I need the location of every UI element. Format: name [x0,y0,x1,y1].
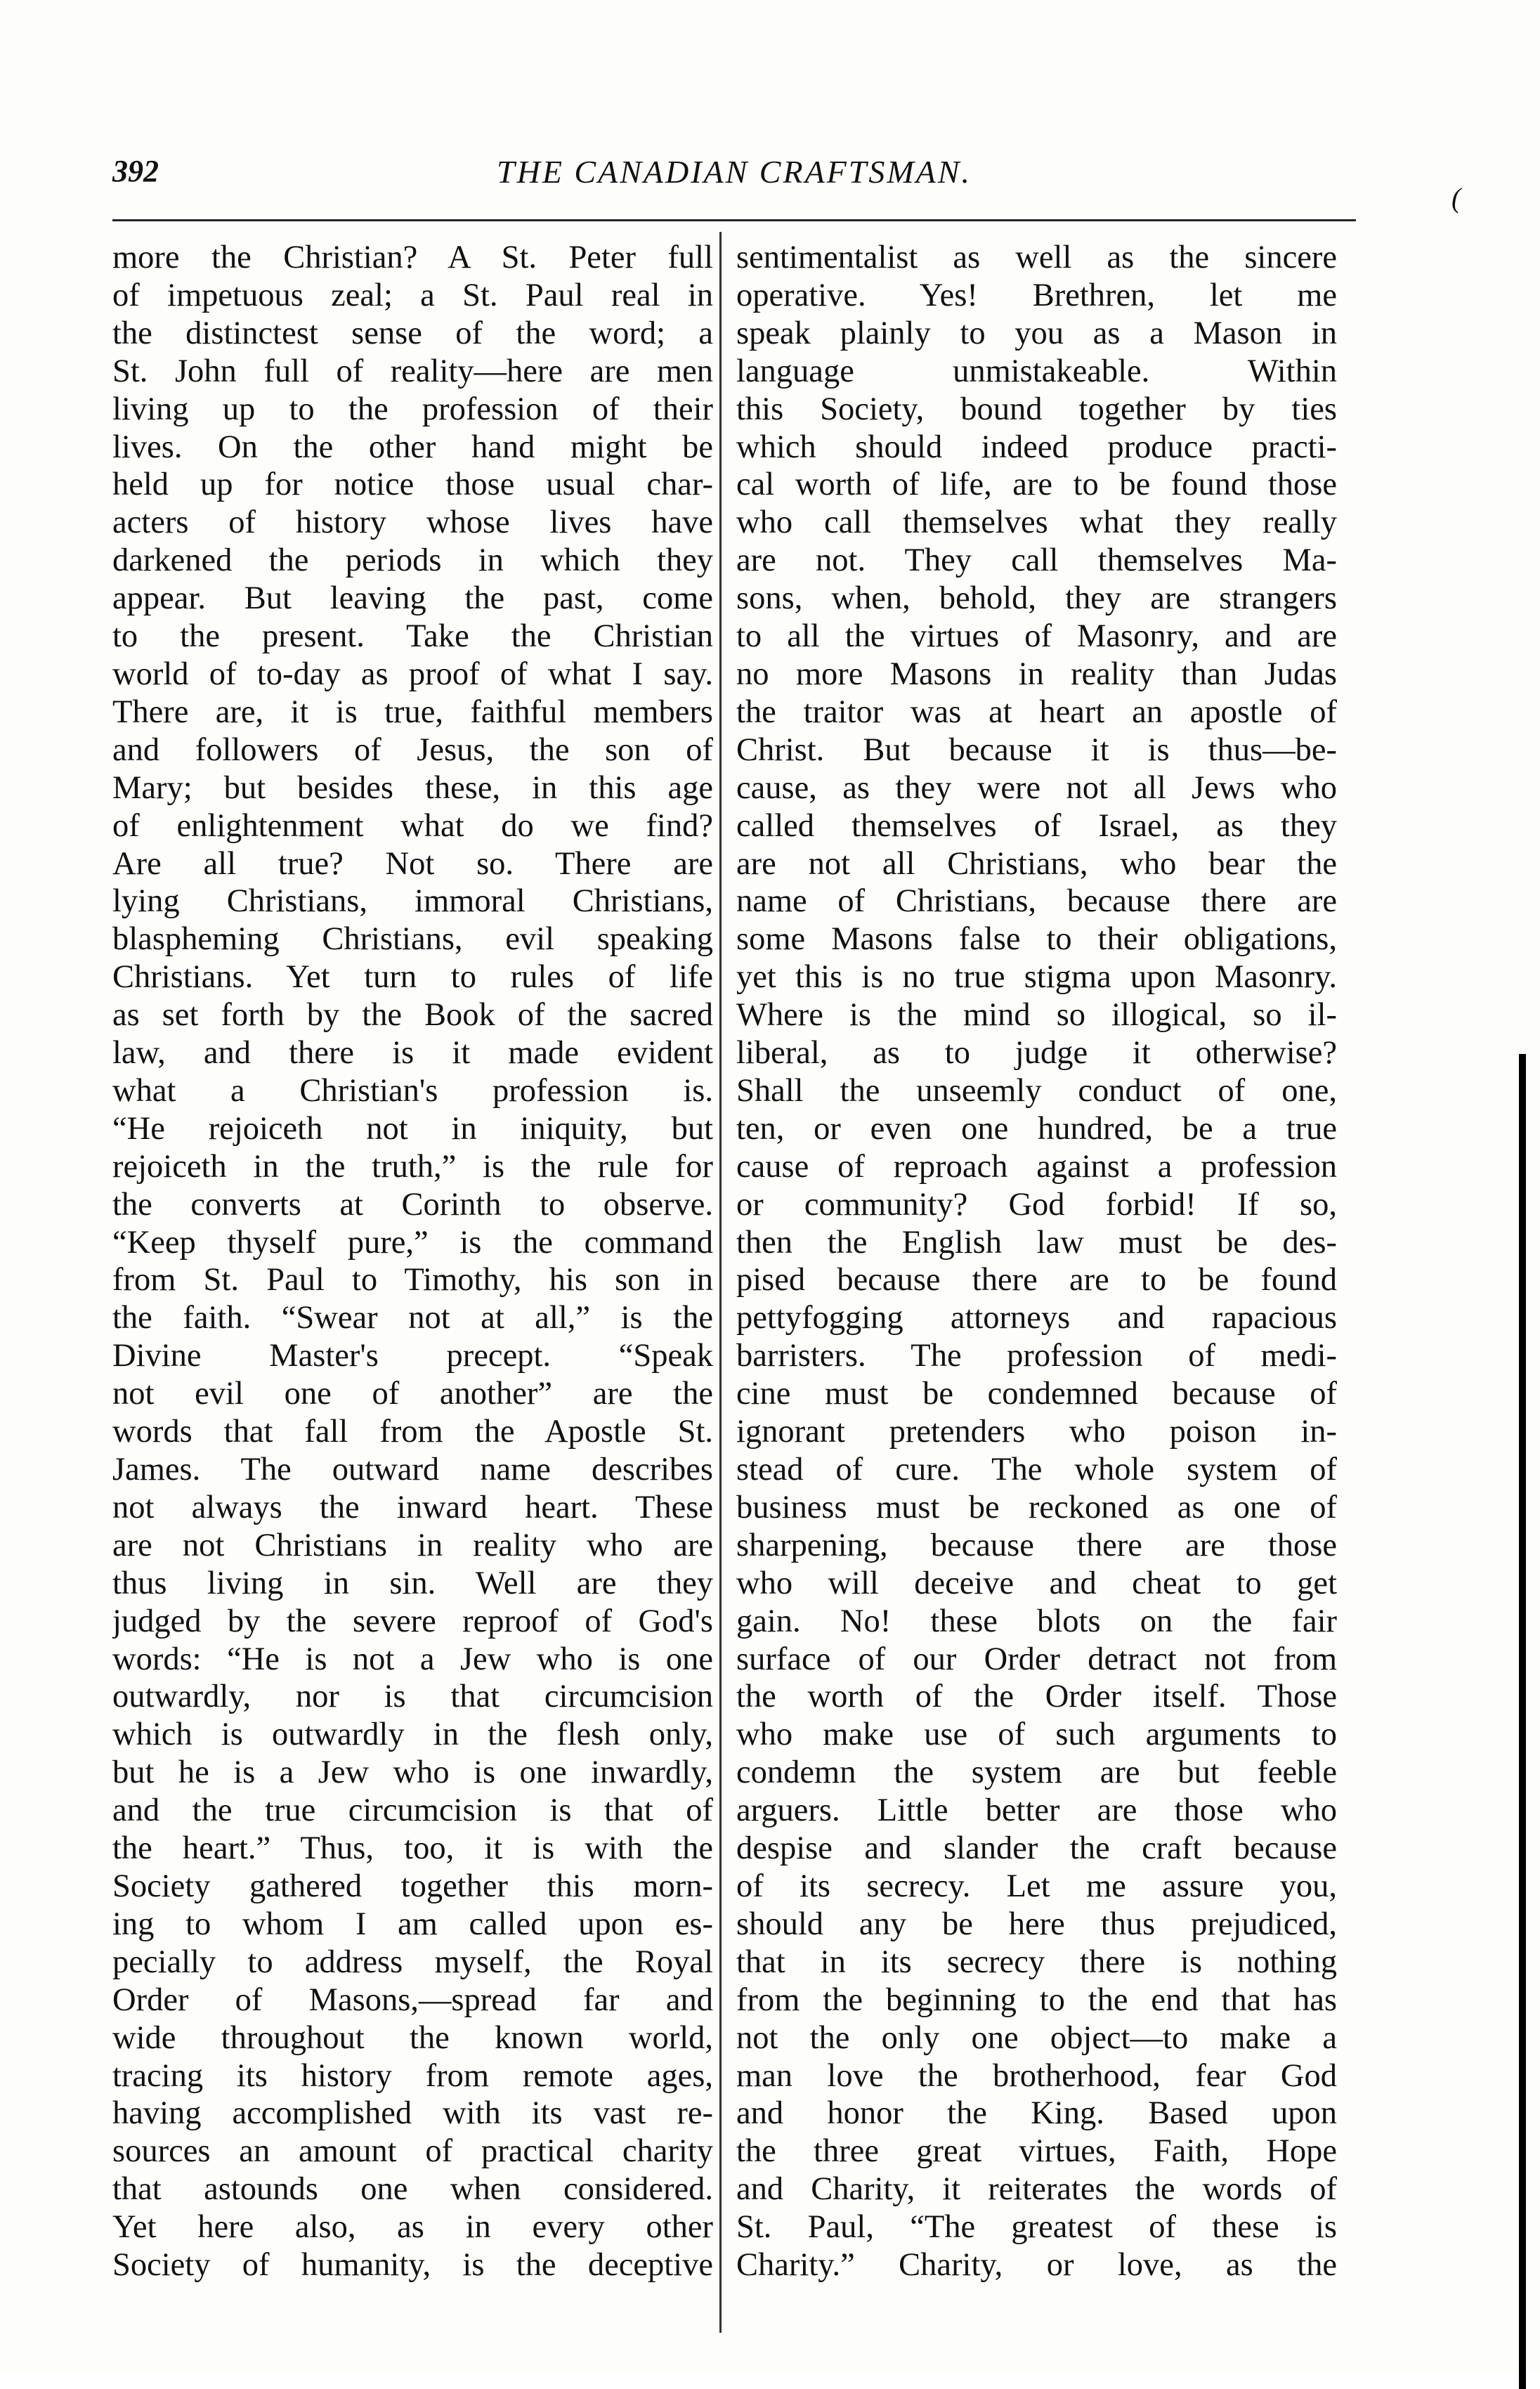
text-line: language unmistakeable. Within [736,353,1337,389]
text-line: pecially to address myself, the Royal [112,1944,713,1980]
text-line: to the present. Take the Christian [112,618,713,655]
text-line: Order of Masons,—spread far and [112,1981,713,2018]
text-line: Are all true? Not so. There are [112,845,713,882]
text-line: cine must be condemned because of [736,1376,1337,1412]
text-line: should any be here thus prejudiced, [736,1906,1337,1942]
text-line: and honor the King. Based upon [736,2095,1337,2132]
text-line: ignorant pretenders who poison in- [736,1414,1337,1450]
text-line: condemn the system are but feeble [736,1755,1337,1791]
text-line: are not. They call themselves Ma- [736,542,1337,579]
text-line: speak plainly to you as a Mason in [736,315,1337,351]
text-line: who call themselves what they really [736,505,1337,541]
text-line: Society of humanity, is the deceptive [112,2247,713,2284]
text-line: appear. But leaving the past, come [112,580,713,617]
text-line: sons, when, behold, they are strangers [736,580,1337,617]
text-line: liberal, as to judge it otherwise? [736,1035,1337,1072]
page-header [112,153,1356,202]
text-line: acters of history whose lives have [112,505,713,541]
text-line: Christians. Yet turn to rules of life [112,959,713,996]
text-line: words: “He is not a Jew who is one [112,1641,713,1677]
text-line: rejoiceth in the truth,” is the rule for [112,1148,713,1185]
text-line: that in its secrecy there is nothing [736,1944,1337,1980]
text-line: are not all Christians, who bear the [736,845,1337,882]
text-line: of impetuous zeal; a St. Paul real in [112,277,713,313]
text-line: the heart.” Thus, too, it is with the [112,1830,713,1867]
text-line: yet this is no true stigma upon Masonry. [736,959,1337,996]
text-line: called themselves of Israel, as they [736,807,1337,844]
text-line: that astounds one when considered. [112,2171,713,2208]
text-line: the distinctest sense of the word; a [112,315,713,351]
text-line: Shall the unseemly conduct of one, [736,1072,1337,1109]
text-line: of its secrecy. Let me assure you, [736,1868,1337,1904]
margin-mark: ( [1451,182,1461,214]
text-line: lives. On the other hand might be [112,429,713,465]
text-line: and followers of Jesus, the son of [112,731,713,768]
text-line: Charity.” Charity, or love, as the [736,2247,1337,2284]
text-line: law, and there is it made evident [112,1035,713,1072]
text-line: no more Masons in reality than Judas [736,656,1337,692]
header-rule [112,219,1356,221]
text-line: the three great virtues, Faith, Hope [736,2133,1337,2170]
text-line: the worth of the Order itself. Those [736,1679,1337,1715]
text-line: as set forth by the Book of the sacred [112,997,713,1034]
text-line: which is outwardly in the flesh only, [112,1717,713,1753]
text-line: who make use of such arguments to [736,1717,1337,1753]
text-line: judged by the severe reproof of God's [112,1603,713,1639]
text-line: to all the virtues of Masonry, and are [736,618,1337,655]
text-line: from the beginning to the end that has [736,1981,1337,2018]
text-line: some Masons false to their obligations, [736,921,1337,958]
text-line: blaspheming Christians, evil speaking [112,921,713,958]
text-line: then the English law must be des- [736,1224,1337,1261]
text-line: this Society, bound together by ties [736,391,1337,427]
text-line: despise and slander the craft because [736,1830,1337,1867]
text-line: St. Paul, “The greatest of these is [736,2209,1337,2246]
text-line: from St. Paul to Timothy, his son in [112,1262,713,1298]
text-line: and Charity, it reiterates the words of [736,2171,1337,2208]
text-line: gain. No! these blots on the fair [736,1603,1337,1639]
text-line: St. John full of reality—here are men [112,353,713,389]
text-line: Society gathered together this morn- [112,1868,713,1904]
text-line: lying Christians, immoral Christians, [112,883,713,920]
text-line: ing to whom I am called upon es- [112,1906,713,1942]
text-line: “Keep thyself pure,” is the command [112,1224,713,1261]
text-line: Divine Master's precept. “Speak [112,1338,713,1374]
text-line: name of Christians, because there are [736,883,1337,920]
text-line: “He rejoiceth not in iniquity, but [112,1110,713,1147]
text-line: what a Christian's profession is. [112,1072,713,1109]
text-line: not the only one object—to make a [736,2019,1337,2056]
text-line: There are, it is true, faithful members [112,694,713,730]
text-line: Mary; but besides these, in this age [112,769,713,806]
text-line: stead of cure. The whole system of [736,1452,1337,1488]
text-line: cal worth of life, are to be found those [736,467,1337,503]
text-line: sentimentalist as well as the sincere [736,240,1337,275]
running-head: THE CANADIAN CRAFTSMAN. [497,154,972,190]
text-line: Christ. But because it is thus—be- [736,731,1337,768]
text-line: living up to the profession of their [112,391,713,427]
text-line: wide throughout the known world, [112,2019,713,2056]
text-line: having accomplished with its vast re- [112,2095,713,2132]
text-line: and the true circumcision is that of [112,1792,713,1829]
text-line: sources an amount of practical charity [112,2133,713,2170]
text-line: world of to-day as proof of what I say. [112,656,713,692]
text-line: darkened the periods in which they [112,542,713,579]
text-line: more the Christian? A St. Peter full [112,240,713,275]
text-line: of enlightenment what do we find? [112,807,713,844]
text-line: cause, as they were not all Jews who [736,769,1337,806]
text-line: business must be reckoned as one of [736,1489,1337,1525]
column-divider [719,232,722,2333]
scan-edge-mark [1519,1054,1526,2389]
text-line: barristers. The profession of medi- [736,1338,1337,1374]
text-line: Where is the mind so illogical, so il- [736,997,1337,1034]
text-line: held up for notice those usual char- [112,467,713,503]
text-line: James. The outward name describes [112,1452,713,1488]
text-line: who will deceive and cheat to get [736,1565,1337,1601]
text-line: the traitor was at heart an apostle of [736,694,1337,730]
text-line: Yet here also, as in every other [112,2209,713,2246]
text-line: which should indeed produce practi- [736,429,1337,465]
text-line: the converts at Corinth to observe. [112,1186,713,1223]
text-line: operative. Yes! Brethren, let me [736,277,1337,313]
text-line: but he is a Jew who is one inwardly, [112,1755,713,1791]
text-line: tracing its history from remote ages, [112,2057,713,2094]
right-column [736,239,1337,2284]
text-line: words that fall from the Apostle St. [112,1414,713,1450]
text-line: sharpening, because there are those [736,1527,1337,1563]
text-line: or community? God forbid! If so, [736,1186,1337,1223]
text-line: thus living in sin. Well are they [112,1565,713,1601]
text-line: outwardly, nor is that circumcision [112,1679,713,1715]
text-line: pised because there are to be found [736,1262,1337,1298]
text-line: are not Christians in reality who are [112,1527,713,1563]
text-line: ten, or even one hundred, be a true [736,1110,1337,1147]
text-line: the faith. “Swear not at all,” is the [112,1300,713,1336]
page-number: 392 [112,154,159,188]
text-line: arguers. Little better are those who [736,1792,1337,1829]
text-line: not evil one of another” are the [112,1376,713,1412]
text-line: pettyfogging attorneys and rapacious [736,1300,1337,1336]
text-line: surface of our Order detract not from [736,1641,1337,1677]
text-line: not always the inward heart. These [112,1489,713,1525]
left-column [112,239,713,2284]
text-line: man love the brotherhood, fear God [736,2057,1337,2094]
text-line: cause of reproach against a profession [736,1148,1337,1185]
